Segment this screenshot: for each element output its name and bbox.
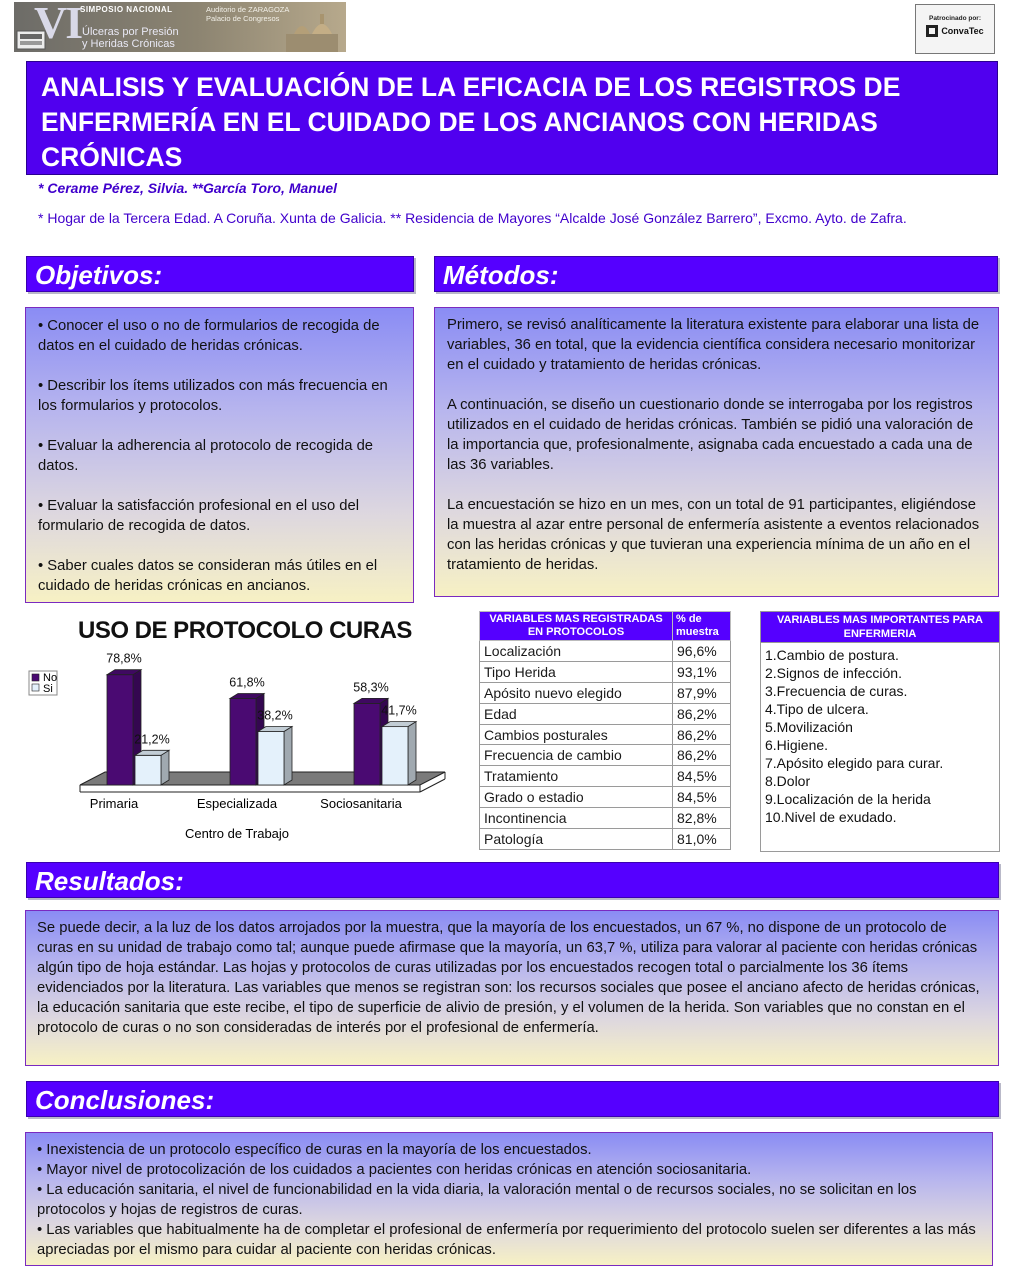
bar-side: [284, 727, 292, 785]
variable-name-cell: Grado o estadio: [480, 787, 673, 808]
percentage-cell: 86,2%: [673, 724, 731, 745]
table-row: [480, 808, 731, 829]
registered-variables-table: [479, 611, 731, 850]
variable-name-cell: Localización: [480, 641, 673, 662]
variable-name-cell: Incontinencia: [480, 808, 673, 829]
list-item: 10.Nivel de exudado.: [765, 809, 897, 825]
poster-title-box: [26, 61, 998, 175]
sponsor-box: [915, 4, 995, 54]
metodos-paragraph: La encuestación se hizo en un mes, con un total de 91 participantes, eligiéndose la muestra al azar entre personal de enfermería asistente a eventos relacionados con las heridas crónicas y que tuvieran una experiencia mínima de un año en el tratamiento de heridas.: [447, 497, 980, 573]
table-row: [480, 703, 731, 724]
chart-category-label: Sociosanitaria: [320, 796, 402, 811]
variable-name-cell: Apósito nuevo elegido: [480, 682, 673, 703]
legend-swatch-si: [32, 684, 39, 691]
affiliations: * Hogar de la Tercera Edad. A Coruña. Xunta de Galicia. ** Residencia de Mayores “Alcalde José González Barrero”, Excmo. Ayto. de Zafra.: [38, 210, 907, 226]
percentage-cell: 86,2%: [673, 745, 731, 766]
resultados-text: Se puede decir, a la luz de los datos arrojados por la muestra, que la mayoría de los encuestados, un 67 %, no dispone de un protocolo de curas en su unidad de trabajo como tal; aunque puede afirmase que la mayoría, un 63,7 %, utiliza para valorar al paciente con heridas crónicas algún tipo de hoja estándar. Las hojas y protocolos de curas utilizadas por los encuestados recogen total o parcialmente los 36 ítems evidenciados por la literatura. Las variables que menos se registran son: los recursos sociales que posee el anciano afecto de heridas crónicas, la educación sanitaria que este recibe, el tipo de superficie de alivio de presión, y el volumen de la herida. Son variables que no constan en el protocolo de curas o no son consideradas de interés por el profesional de enfermería.: [37, 920, 980, 1036]
variable-name-cell: Patología: [480, 829, 673, 850]
basilica-icon: [284, 12, 340, 52]
table-row: [480, 787, 731, 808]
conclusiones-heading: Conclusiones:: [26, 1081, 999, 1117]
bar-si-sociosanitaria: [382, 727, 408, 785]
bar-no-primaria: [107, 675, 133, 785]
bar-side: [408, 722, 416, 785]
conclusion-item: • Las variables que habitualmente ha de completar el profesional de enfermería por requerimiento del protocolo suelen ser diferentes a las más apreciadas por el mismo para cuidar al paciente con heridas crónicas.: [37, 1222, 976, 1258]
bar-no-especializada: [230, 698, 256, 785]
list-item: 9.Localización de la herida: [765, 791, 931, 807]
symposium-name: SIMPOSIO NACIONAL: [80, 5, 173, 14]
percentage-cell: 84,5%: [673, 766, 731, 787]
variable-name-cell: Tratamiento: [480, 766, 673, 787]
venue-line1: Auditorio de ZARAGOZA: [206, 5, 290, 14]
bar-data-label: 78,8%: [106, 651, 142, 666]
table-row: [480, 766, 731, 787]
convatec-logo-icon: [926, 25, 938, 37]
legend-swatch-no: [32, 674, 39, 681]
percentage-cell: 86,2%: [673, 703, 731, 724]
resultados-box: [25, 910, 999, 1066]
percentage-cell: 87,9%: [673, 682, 731, 703]
table-header: VARIABLES MAS IMPORTANTES PARA ENFERMERIA: [761, 612, 999, 643]
objetivo-item: • Describir los ítems utilizados con más frecuencia en los formularios y protocolos.: [38, 378, 388, 414]
table-header: VARIABLES MAS REGISTRADAS EN PROTOCOLOS: [480, 612, 673, 641]
symposium-topic-line1: Úlceras por Presión: [82, 26, 179, 38]
variable-name-cell: Edad: [480, 703, 673, 724]
bar-si-especializada: [258, 732, 284, 785]
table-row: [480, 682, 731, 703]
important-variables-table: [760, 611, 1000, 852]
objetivo-item: • Saber cuales datos se consideran más útiles en el cuidado de heridas crónicas en ancianos.: [38, 558, 378, 594]
list-item: 1.Cambio de postura.: [765, 647, 899, 663]
legend-label-no: No: [43, 672, 58, 684]
table-row: [480, 829, 731, 850]
conclusion-item: • La educación sanitaria, el nivel de funcionabilidad en la vida diaria, la valoración mental o de recursos sociales, no se solicitan en los protocolos y hojas de registros de curas.: [37, 1182, 917, 1218]
bar-si-primaria: [135, 755, 161, 785]
table-row: [480, 641, 731, 662]
conclusion-item: • Mayor nivel de protocolización de los cuidados a pacientes con heridas crónicas en atención sociosanitaria.: [37, 1162, 752, 1178]
percentage-cell: 96,6%: [673, 641, 731, 662]
percentage-cell: 82,8%: [673, 808, 731, 829]
list-item: 4.Tipo de ulcera.: [765, 701, 869, 717]
objetivo-item: • Evaluar la satisfacción profesional en el uso del formulario de recogida de datos.: [38, 498, 360, 534]
table-row: [480, 745, 731, 766]
legend-label-si: Si: [43, 683, 53, 695]
table-row: [480, 724, 731, 745]
variable-name-cell: Frecuencia de cambio: [480, 745, 673, 766]
sponsor-label: Patrocinado por:: [928, 15, 981, 22]
conclusion-item: • Inexistencia de un protocolo específico de curas en la mayoría de los encuestados.: [37, 1142, 592, 1158]
table-header: % de muestra: [673, 612, 731, 641]
chart-category-label: Primaria: [89, 796, 139, 811]
list-item: 7.Apósito elegido para curar.: [765, 755, 944, 771]
bar-side: [161, 750, 169, 785]
chart-title: USO DE PROTOCOLO CURAS: [78, 617, 412, 644]
metodos-heading: Métodos:: [434, 256, 998, 292]
metodos-paragraph: Primero, se revisó analíticamente la literatura existente para elaborar una lista de variables, 36 en total, que la evidencia científica considera necesario monitorizar en el cuidado y tratamiento de heridas crónicas.: [447, 317, 980, 373]
poster-title: ANALISIS Y EVALUACIÓN DE LA EFICACIA DE LOS REGISTROS DE ENFERMERÍA EN EL CUIDADO DE LOS ANCIANOS CON HERIDAS CRÓNICAS: [41, 72, 901, 172]
chart-x-axis-label: Centro de Trabajo: [184, 826, 290, 841]
objetivos-heading: Objetivos:: [26, 256, 414, 292]
chart-category-label: Especializada: [196, 796, 278, 811]
edition-number: VI: [34, 2, 82, 48]
metodos-paragraph: A continuación, se diseño un cuestionario donde se interrogaba por los registros utilizados en el cuidado de heridas crónicas. También se pidió una valoración de la importancia que, profesionalmente, asignaba cada encuestado a cada una de las 36 variables.: [447, 397, 974, 473]
symposium-topic-line2: y Heridas Crónicas: [82, 38, 175, 50]
sponsor-name: ConvaTec: [941, 26, 984, 36]
bar-no-sociosanitaria: [354, 703, 380, 785]
symposium-banner: [14, 2, 346, 52]
bar-data-label: 21,2%: [134, 732, 170, 747]
objetivo-item: • Evaluar la adherencia al protocolo de recogida de datos.: [38, 438, 374, 474]
metodos-box: [434, 307, 999, 597]
variable-name-cell: Cambios posturales: [480, 724, 673, 745]
table-row: [480, 661, 731, 682]
bar-data-label: 58,3%: [353, 680, 389, 695]
percentage-cell: 81,0%: [673, 829, 731, 850]
list-item: 6.Higiene.: [765, 737, 829, 753]
objetivos-box: [25, 307, 414, 603]
percentage-cell: 93,1%: [673, 661, 731, 682]
objetivo-item: • Conocer el uso o no de formularios de recogida de datos en el cuidado de heridas crónicas.: [38, 318, 380, 354]
percentage-cell: 84,5%: [673, 787, 731, 808]
venue-line2: Palacio de Congresos: [206, 14, 280, 23]
list-item: 5.Movilización: [765, 719, 853, 735]
list-item: 2.Signos de infección.: [765, 665, 902, 681]
bar-data-label: 41,7%: [381, 703, 417, 718]
bar-data-label: 38,2%: [257, 708, 293, 723]
list-item: 3.Frecuencia de curas.: [765, 683, 908, 699]
resultados-heading: Resultados:: [26, 862, 999, 898]
authors: * Cerame Pérez, Silvia. **García Toro, Manuel: [38, 180, 338, 196]
bar-data-label: 61,8%: [229, 675, 265, 690]
variable-name-cell: Tipo Herida: [480, 661, 673, 682]
protocol-usage-chart: [20, 600, 470, 850]
conclusiones-box: [25, 1132, 993, 1266]
list-item: 8.Dolor: [765, 773, 811, 789]
